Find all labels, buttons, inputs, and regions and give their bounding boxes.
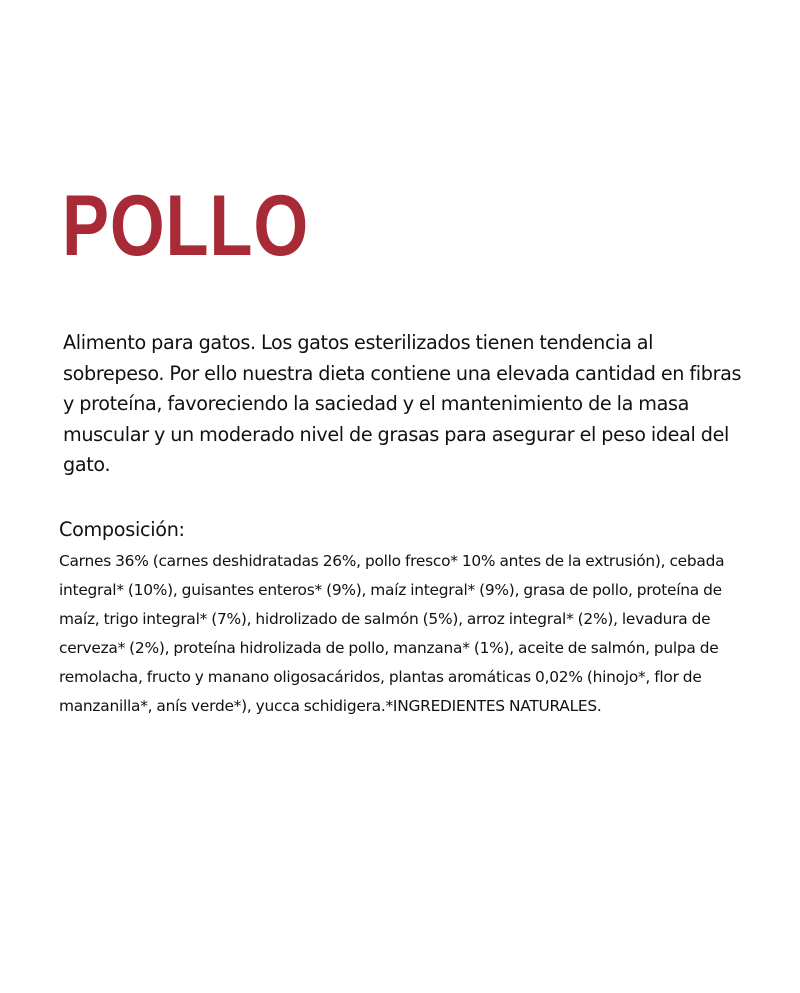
composition-heading: Composición: <box>59 518 185 541</box>
product-title: POLLO <box>62 178 309 274</box>
composition-text: Carnes 36% (carnes deshidratadas 26%, pollo fresco* 10% antes de la extrusión), cebada integral* (10%), guisantes enteros* (9%), maíz integral* (9%), grasa de pollo, proteína de maíz, trigo integral* (7%), hidrolizado de salmón (5%), arroz integral* (2%), levadura de cerveza* (2%), proteína hidrolizada de pollo, manzana* (1%), aceite de salmón, pulpa de remolacha, fructo y manano oligosacáridos, plantas aromáticas 0,02% (hinojo*, flor de manzanilla*, anís verde*), yucca schidigera.*INGREDIENTES NATURALES. <box>59 552 725 715</box>
product-description: Alimento para gatos. Los gatos esterilizados tienen tendencia al sobrepeso. Por ello nuestra dieta contiene una elevada cantidad en fibras y proteína, favoreciendo la saciedad y el mantenimiento de la masa muscular y un moderado nivel de grasas para asegurar el peso ideal del gato. <box>63 331 742 476</box>
